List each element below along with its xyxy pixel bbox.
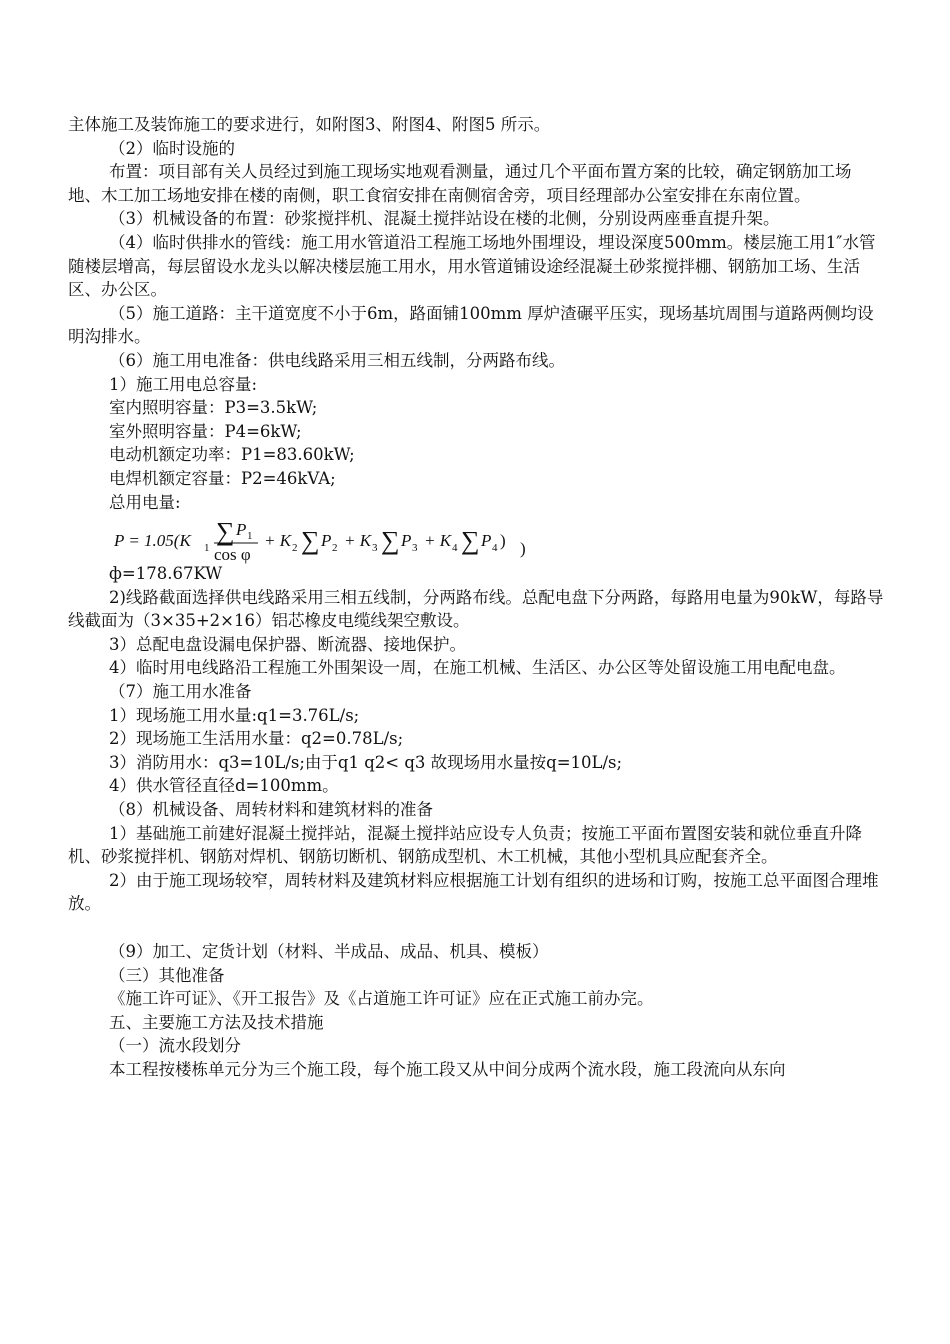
text-line: 电动机额定功率：P1=83.60kW;: [109, 445, 355, 465]
formula-lhs: P = 1.05(K: [114, 531, 191, 551]
formula-p4-sub: 4: [492, 542, 498, 555]
formula-k2-sub: 2: [292, 542, 298, 555]
text-line: （6）施工用电准备：供电线路采用三相五线制，分两路布线。: [109, 350, 565, 370]
text-line: 主体施工及装饰施工的要求进行，如附图3、附图4、附图5 所示。: [68, 115, 551, 134]
paragraph: （5）施工道路：主干道宽度不小于6m，路面铺100mm 厚炉渣碾平压实，现场基坑周围与道路两侧均设明沟排水。: [68, 303, 874, 347]
formula-sum-symbol: ∑: [461, 526, 480, 556]
blank-line: [68, 916, 884, 940]
formula-denominator: cos φ: [214, 545, 251, 565]
formula-k4: + K: [424, 531, 452, 551]
formula-p3: P: [401, 531, 412, 551]
text-line: （7）施工用水准备: [109, 682, 252, 702]
text-line: 总用电量:: [109, 492, 181, 512]
document-page: [68, 113, 884, 1082]
text-line: 本工程按楼栋单元分为三个施工段，每个施工段又从中间分成两个流水段，施工段流向从东向: [109, 1059, 786, 1079]
formula-close-paren: ): [500, 531, 506, 551]
formula-trailing-paren: ): [520, 539, 526, 559]
paragraph: 4）临时用电线路沿工程施工外围架设一周，在施工机械、生活区、办公区等处留设施工用电配电盘。: [109, 658, 846, 678]
formula-sum-symbol: ∑: [301, 526, 320, 556]
text-line: 2）现场施工生活用水量：q2=0.78L/s;: [109, 729, 404, 749]
formula-k4-sub: 4: [452, 542, 458, 555]
text-line: 《施工许可证》、《开工报告》及《占道施工许可证》应在正式施工前办完。: [109, 989, 654, 1009]
formula-p2: P: [321, 531, 332, 551]
paragraph: 2)线路截面选择供电线路采用三相五线制，分两路布线。总配电盘下分两路，每路用电量为90kW，每路导线截面为（3×35+2×16）铝芯橡皮电缆线架空敷设。: [68, 587, 884, 631]
formula-numerator: P: [236, 520, 247, 540]
formula-p2-sub: 2: [332, 542, 338, 555]
text-line: （三）其他准备: [109, 965, 225, 985]
text-line: 4）供水管径直径d=100mm。: [109, 776, 339, 796]
text-line: 3）消防用水：q3=10L/s;由于q1 q2< q3 故现场用水量按q=10L/s;: [109, 752, 623, 772]
text-line: （3）机械设备的布置：砂浆搅拌机、混凝土搅拌站设在楼的北侧，分别设两座垂直提升架。: [109, 209, 780, 229]
formula-sum-symbol: ∑: [381, 526, 400, 556]
formula-k3-sub: 3: [372, 542, 378, 555]
text-line: 室内照明容量：P3=3.5kW;: [109, 398, 318, 418]
subsection-heading: （一）流水段划分: [109, 1036, 241, 1056]
paragraph: （4）临时供排水的管线：施工用水管道沿工程施工场地外围埋设，埋设深度500mm。楼层施工用1″水管随楼层增高，每层留设水龙头以解决楼层施工用水，用水管道铺设途经混凝土砂浆搅拌棚、钢筋加工场、生活区、办公区。: [68, 232, 876, 300]
text-line: ф=178.67KW: [109, 564, 223, 584]
text-line: 3）总配电盘设漏电保护器、断流器、接地保护。: [109, 634, 466, 654]
formula-graphic: [108, 516, 568, 565]
formula-p4: P: [481, 531, 492, 551]
paragraph: 1）基础施工前建好混凝土搅拌站，混凝土搅拌站应设专人负责；按施工平面布置图安装和就位垂直升降机、砂浆搅拌机、钢筋对焊机、钢筋切断机、钢筋成型机、木工机械，其他小型机具应配套齐全。: [68, 823, 862, 867]
formula-num-sub: 1: [247, 530, 253, 543]
text-line: 1）现场施工用水量:q1=3.76L/s;: [109, 705, 360, 725]
paragraph: 2）由于施工现场较窄，周转材料及建筑材料应根据施工计划有组织的进场和订购，按施工总平面图合理堆放。: [68, 870, 879, 914]
formula-k3: + K: [344, 531, 372, 551]
formula-k2: + K: [264, 531, 292, 551]
power-formula: [108, 516, 884, 565]
formula-k1-sub: 1: [204, 542, 210, 555]
text-line: 电焊机额定容量：P2=46kVA;: [109, 468, 336, 488]
text-line: 1）施工用电总容量:: [109, 374, 258, 394]
paragraph: 布置：项目部有关人员经过到施工现场实地观看测量，通过几个平面布置方案的比较，确定钢筋加工场地、木工加工场地安排在楼的南侧，职工食宿安排在南侧宿舍旁，项目经理部办公室安排在东南位置。: [68, 162, 852, 205]
text-line: （8）机械设备、周转材料和建筑材料的准备: [109, 800, 433, 820]
formula-p3-sub: 3: [412, 542, 418, 555]
section-heading: 五、主要施工方法及技术措施: [109, 1012, 324, 1032]
text-line: （9）加工、定货计划（材料、半成品、成品、机具、模板）: [109, 942, 549, 961]
formula-sum-symbol: ∑: [216, 517, 235, 547]
text-line: （2）临时设施的: [109, 138, 235, 158]
text-line: 室外照明容量：P4=6kW;: [109, 421, 302, 441]
